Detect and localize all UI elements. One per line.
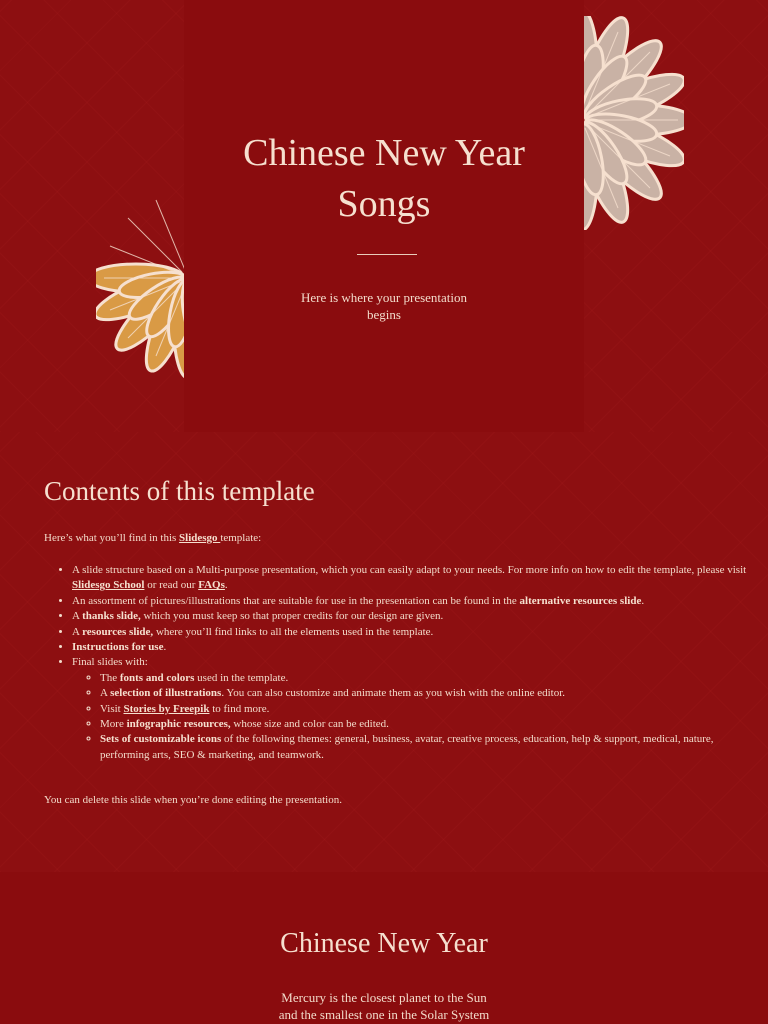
- subtitle-line-2: begins: [367, 307, 401, 322]
- item-bold: resources slide,: [82, 625, 154, 638]
- item-text: of the following themes: general, business, avatar, creative process, education, help & support, medical, nature, performing arts, SEO & marketing, and teamwork.: [100, 733, 714, 761]
- title-line-2: Songs: [337, 183, 431, 225]
- item-text: .: [163, 641, 167, 654]
- item-text: whose size and color can be edited.: [230, 718, 389, 731]
- item-text: A: [72, 625, 83, 638]
- item-text: Final slides with:: [72, 656, 148, 669]
- contents-closing-note: You can delete this slide when you’re done editing the presentation.: [44, 794, 342, 806]
- sub-list-item: [100, 717, 752, 732]
- item-text: which you must keep so that proper credits for our design are given.: [140, 610, 444, 623]
- item-text: to find more.: [209, 702, 270, 715]
- contents-list: [44, 563, 752, 763]
- contents-intro: [44, 532, 261, 544]
- title-slide: [0, 0, 768, 432]
- item-text: More: [100, 718, 127, 731]
- title-divider: [357, 254, 417, 255]
- faqs-link[interactable]: FAQs: [198, 579, 225, 592]
- item-text: A: [72, 610, 83, 623]
- item-bold: Sets of customizable icons: [100, 733, 222, 746]
- intro-prefix: Here’s what you’ll find in this: [44, 532, 180, 544]
- sub-list: [72, 671, 752, 763]
- item-bold: selection of illustrations: [110, 687, 222, 700]
- title-line-1: Chinese New Year: [243, 132, 525, 174]
- list-item: [72, 594, 752, 609]
- list-item: [72, 640, 752, 655]
- section-text: [234, 989, 534, 1023]
- contents-slide: [0, 432, 768, 872]
- item-text: A: [100, 687, 111, 700]
- item-bold: alternative resources slide: [519, 594, 642, 607]
- item-bold: fonts and colors: [119, 671, 195, 684]
- sub-list-item: [100, 671, 752, 686]
- subtitle-line-1: Here is where your presentation: [300, 290, 468, 305]
- list-item: [72, 609, 752, 624]
- stories-by-freepik-link[interactable]: Stories by Freepik: [123, 702, 210, 715]
- presentation-subtitle: [264, 289, 504, 323]
- item-bold: Instructions for use: [72, 641, 164, 654]
- slidesgo-link[interactable]: Slidesgo: [179, 532, 221, 544]
- section-text-line-2: and the smallest one in the Solar System: [278, 1007, 490, 1022]
- list-item: [72, 625, 752, 640]
- sub-list-item: [100, 702, 752, 717]
- presentation-title: [184, 128, 584, 230]
- item-text: The: [100, 671, 120, 684]
- item-bold: infographic resources,: [126, 718, 231, 731]
- item-text: or read our: [144, 579, 199, 592]
- section-text-line-1: Mercury is the closest planet to the Sun: [281, 990, 487, 1005]
- orange-chrysanthemum-illustration: [96, 170, 184, 390]
- item-text: . You can also customize and animate them as you wish with the online editor.: [221, 687, 566, 700]
- item-bold: thanks slide,: [82, 610, 141, 623]
- section-slide: [0, 872, 768, 1024]
- list-item: [72, 563, 752, 594]
- item-text: used in the template.: [194, 671, 289, 684]
- item-text: A slide structure based on a Multi-purpose presentation, which you can easily adapt to your needs. For more info on how to edit the template, please visit: [72, 564, 747, 576]
- item-text: .: [641, 594, 645, 607]
- list-item: [72, 655, 752, 763]
- item-text: Visit: [100, 702, 124, 715]
- contents-heading: Contents of this template: [44, 476, 315, 506]
- section-title: Chinese New Year: [280, 928, 488, 959]
- intro-suffix: template:: [220, 532, 262, 544]
- beige-chrysanthemum-illustration: [584, 16, 684, 230]
- sub-list-item: [100, 686, 752, 701]
- slidesgo-school-link[interactable]: Slidesgo School: [72, 579, 145, 592]
- sub-list-item: [100, 732, 752, 763]
- item-text: An assortment of pictures/illustrations that are suitable for use in the presentation can be found in the: [72, 594, 520, 607]
- item-text: .: [224, 579, 228, 592]
- item-text: where you’ll find links to all the elements used in the template.: [153, 625, 434, 638]
